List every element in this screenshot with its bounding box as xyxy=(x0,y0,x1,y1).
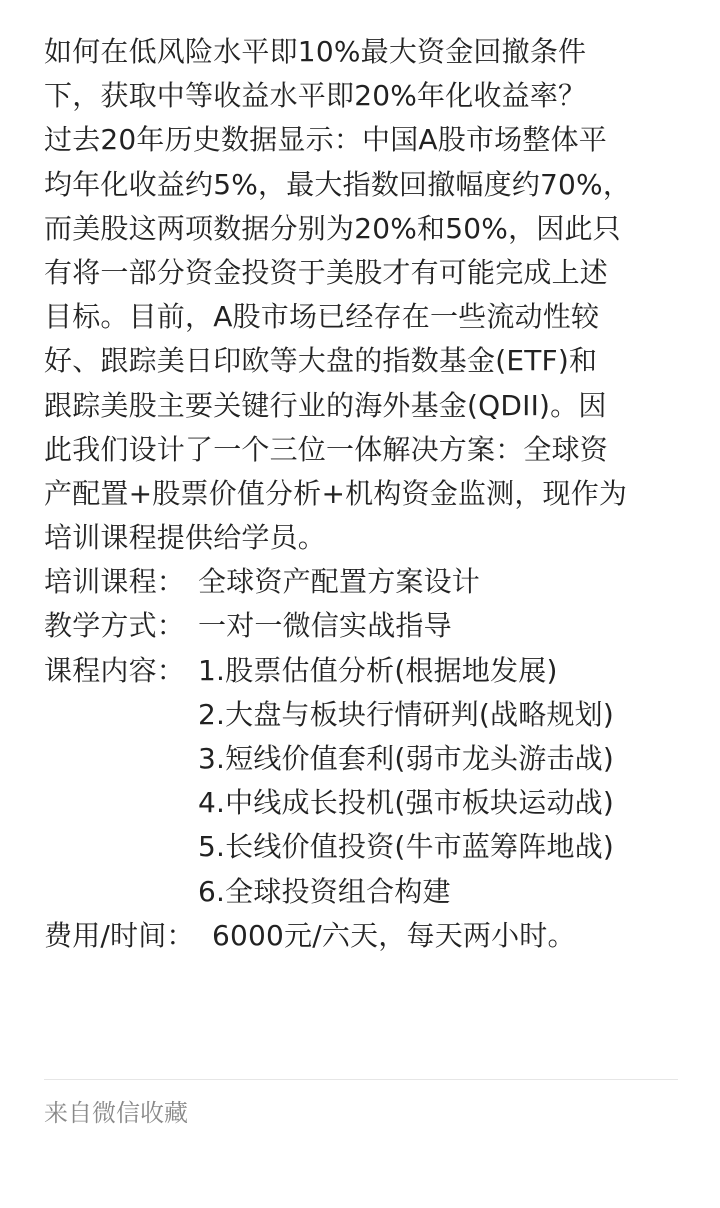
teaching-method-row xyxy=(44,604,684,648)
course-name-value: 全球资产配置方案设计 xyxy=(198,565,481,599)
course-content-item: 2.大盘与板块行情研判(战略规划) xyxy=(198,697,614,731)
course-content-item: 4.中线成长投机(强市板块运动战) xyxy=(198,786,614,820)
fee-label: 费用/时间： xyxy=(44,918,195,952)
course-content-item: 6.全球投资组合构建 xyxy=(198,874,451,908)
course-name-row xyxy=(44,560,684,604)
course-content-item: 3.短线价值套利(弱市龙头游击战) xyxy=(198,742,614,775)
paragraph-line: 此我们设计了一个三位一体解决方案：全球资 xyxy=(44,432,609,466)
course-content-list xyxy=(44,649,684,914)
paragraph-line: 而美股这两项数据分别为20%和50%，因此只 xyxy=(44,211,621,245)
course-content-item: 1.股票估值分析(根据地发展) xyxy=(198,653,558,687)
footer-divider xyxy=(44,1079,678,1080)
course-name-label: 培训课程： xyxy=(44,565,186,599)
paragraph-line: 均年化收益约5%，最大指数回撤幅度约70%， xyxy=(44,167,632,201)
paragraph-line: 好、跟踪美日印欧等大盘的指数基金(ETF)和 xyxy=(44,344,598,378)
intro-paragraph xyxy=(44,30,684,560)
paragraph-line: 如何在低风险水平即10%最大资金回撤条件 xyxy=(44,35,587,68)
course-content-row xyxy=(44,649,684,693)
teaching-method-label: 教学方式： xyxy=(44,609,186,643)
course-content-item: 5.长线价值投资(牛市蓝筹阵地战) xyxy=(198,830,614,864)
fee-row xyxy=(44,914,684,958)
paragraph-line: 产配置+股票价值分析+机构资金监测，现作为 xyxy=(44,476,628,510)
course-content-label: 课程内容： xyxy=(44,653,186,687)
paragraph-line: 过去20年历史数据显示：中国A股市场整体平 xyxy=(44,123,607,157)
fee-value: 6000元/六天，每天两小时。 xyxy=(212,918,576,952)
teaching-method-value: 一对一微信实战指导 xyxy=(198,609,452,643)
paragraph-line: 培训课程提供给学员。 xyxy=(44,521,327,555)
note-body xyxy=(44,30,684,958)
paragraph-line: 下，获取中等收益水平即20%年化收益率？ xyxy=(44,79,587,113)
paragraph-line: 跟踪美股主要关键行业的海外基金(QDII)。因 xyxy=(44,388,607,422)
paragraph-line: 有将一部分资金投资于美股才有可能完成上述 xyxy=(44,255,609,289)
source-label: 来自微信收藏 xyxy=(44,1099,188,1127)
paragraph-line: 目标。目前，A股市场已经存在一些流动性较 xyxy=(44,300,600,334)
